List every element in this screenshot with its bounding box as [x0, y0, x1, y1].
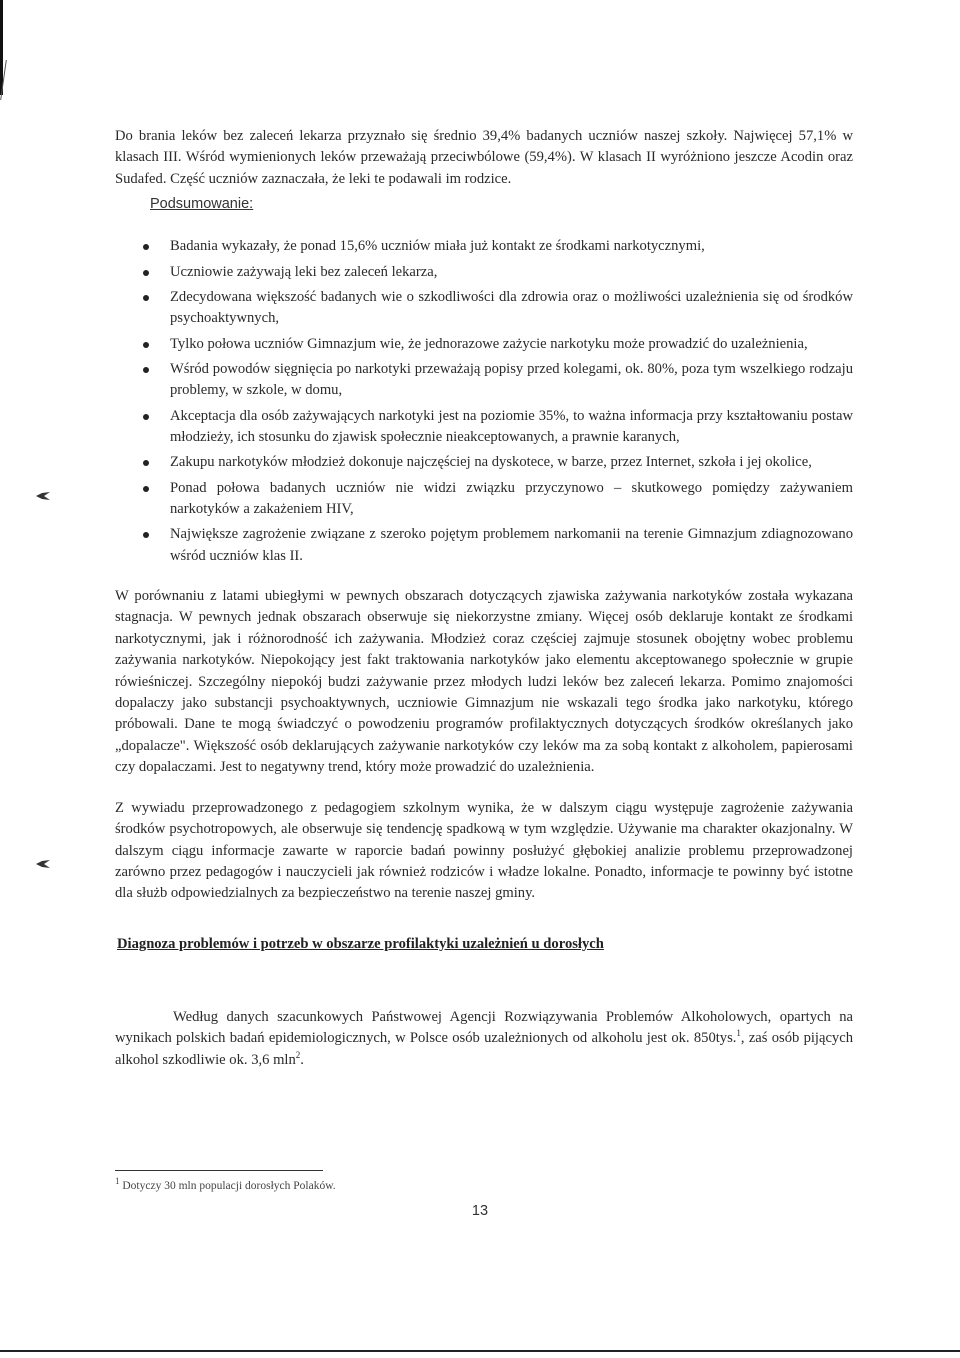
footnote-reference-1[interactable]: 1: [736, 1028, 741, 1039]
summary-item-text: Tylko połowa uczniów Gimnazjum wie, że jednorazowe zażycie narkotyku może prowadzić do uzależnienia,: [170, 335, 808, 352]
summary-item: [170, 287, 853, 330]
agency-paragraph: [115, 1007, 853, 1071]
summary-list: [115, 236, 853, 567]
footnote-reference-2[interactable]: 2: [295, 1049, 301, 1060]
interview-paragraph: Z wywiadu przeprowadzonego z pedagogiem szkolnym wynika, że w dalszym ciągu występuje zagrożenie zażywania środków psychotropowych, ale obserwuje się tendencję spadkową w tym względzie. Używanie ma charakter okazjonalny. W dalszym ciągu informacje zawarte w raporcie badań powinny posłużyć głębokiej analizie problemu przeprowadzonej zarówno przez pedagogów i nauczycieli jak również rodziców i władze lokalne. Ponadto, informacje te powinny być istotne dla służb odpowiedzialnych za bezpieczeństwo na terenie naszej gminy.: [115, 799, 853, 902]
margin-arrow-mark-2: [36, 859, 50, 869]
footnote: [115, 1176, 336, 1192]
summary-item: [170, 236, 853, 257]
summary-item: [170, 406, 853, 449]
agency-paragraph-text-a: Według danych szacunkowych Państwowej Agencji Rozwiązywania Problemów Alkoholowych, opartych na wynikach polskich badań epidemiologicznych, w Polsce osób uzależnionych od alkoholu jest ok. 850tys.: [115, 1008, 853, 1047]
footnote-text: Dotyczy 30 mln populacji dorosłych Polaków.: [122, 1180, 336, 1192]
summary-item-text: Wśród powodów sięgnięcia po narkotyki przeważają popisy przed kolegami, ok. 80%, poza tym wszelkiego rodzaju problemy, w szkole, w domu,: [170, 360, 853, 399]
document-page: [115, 126, 853, 1071]
comparison-paragraph: W porównaniu z latami ubiegłymi w pewnych obszarach dotyczących zjawiska zażywania narkotyków została wykazana stagnacja. W pewnych jednak obszarach obserwuje się niekorzystne zmiany. Więcej osób deklaruje kontakt ze środkami narkotycznymi, jak i różnorodność ich zażywania. Młodzież coraz częściej zajmuje stosunek obojętny wobec problemu zażywania narkotyków. Niepokojący jest fakt traktowania narkotyków jako elementu akceptowanego społecznie w grupie rówieśniczej. Szczególny niepokój budzi zażywanie przez młodych ludzi leków bez zaleceń lekarza. Pomimo znajomości dopalaczy jako substancji psychoaktywnych, uczniowie Gimnazjum nie wskazali tego środka jako narkotyku, którego próbowali. Dane te mogą świadczyć o powodzeniu programów profilaktycznych dotyczących środków określanych jako „dopalacze". Większość osób deklarujących zażywanie narkotyków czy leków ma za sobą kontakt z alkoholem, papierosami czy dopalaczami. Jest to negatywny trend, który może prowadzić do uzależnienia.: [115, 588, 853, 776]
summary-item: [170, 359, 853, 402]
summary-item-text: Uczniowie zażywają leki bez zaleceń lekarza,: [170, 263, 438, 280]
summary-item-text: Zakupu narkotyków młodzież dokonuje najczęściej na dyskotece, w barze, przez Internet, szkoła i jej okolice,: [170, 454, 812, 471]
section-heading: Diagnoza problemów i potrzeb w obszarze profilaktyki uzależnień u dorosłych: [117, 935, 604, 952]
summary-item: [170, 262, 853, 283]
footnote-divider: [115, 1170, 323, 1171]
bullet-icon: [143, 414, 149, 420]
agency-paragraph-text-b: , zaś osób pijących alkohol szkodliwie ok. 3,6 mln: [115, 1030, 853, 1068]
summary-item-text: Największe zagrożenie związane z szeroko pojętym problemem narkomanii na terenie Gimnazjum zdiagnozowano wśród uczniów klas II.: [170, 526, 853, 564]
summary-heading: Podsumowanie:: [150, 196, 254, 213]
bullet-icon: [143, 244, 149, 250]
scan-bottom-edge: [0, 1350, 960, 1352]
bullet-icon: [143, 486, 149, 492]
summary-item: [170, 478, 853, 521]
summary-item-text: Ponad połowa badanych uczniów nie widzi związku przyczynowo – skutkowego pomiędzy zażywaniem narkotyków a zakażeniem HIV,: [170, 479, 853, 517]
summary-item: [170, 524, 853, 567]
bullet-icon: [143, 367, 149, 373]
bullet-icon: [143, 460, 149, 466]
footnote-marker: 1: [115, 1176, 120, 1187]
agency-paragraph-text-c: .: [300, 1051, 304, 1068]
summary-item: [170, 334, 853, 355]
margin-arrow-mark-1: [36, 491, 50, 501]
bullet-icon: [143, 270, 149, 276]
bullet-icon: [143, 295, 149, 301]
summary-item-text: Badania wykazały, że ponad 15,6% uczniów miała już kontakt ze środkami narkotycznymi,: [170, 238, 705, 255]
summary-item-text: Akceptacja dla osób zażywających narkotyki jest na poziomie 35%, to ważna informacja przy kształtowaniu postaw młodzieży, ich stosunku do zjawisk społecznie nieakceptowanych, a prawnie karanych,: [170, 407, 853, 445]
page-number: 13: [471, 1203, 489, 1219]
bullet-icon: [143, 532, 149, 538]
intro-paragraph: Do brania leków bez zaleceń lekarza przyznało się średnio 39,4% badanych uczniów naszej szkoły. Najwięcej 57,1% w klasach III. Wśród wymienionych leków przeważają przeciwbólowe (59,4%). W klasach II wyróżniono jeszcze Acodin oraz Sudafed. Część uczniów zaznaczała, że leki te podawali im rodzice.: [115, 128, 853, 187]
summary-item-text: Zdecydowana większość badanych wie o szkodliwości dla zdrowia oraz o możliwości uzależnienia się od środków psychoaktywnych,: [170, 288, 853, 327]
summary-item: [170, 452, 853, 473]
bullet-icon: [143, 342, 149, 348]
